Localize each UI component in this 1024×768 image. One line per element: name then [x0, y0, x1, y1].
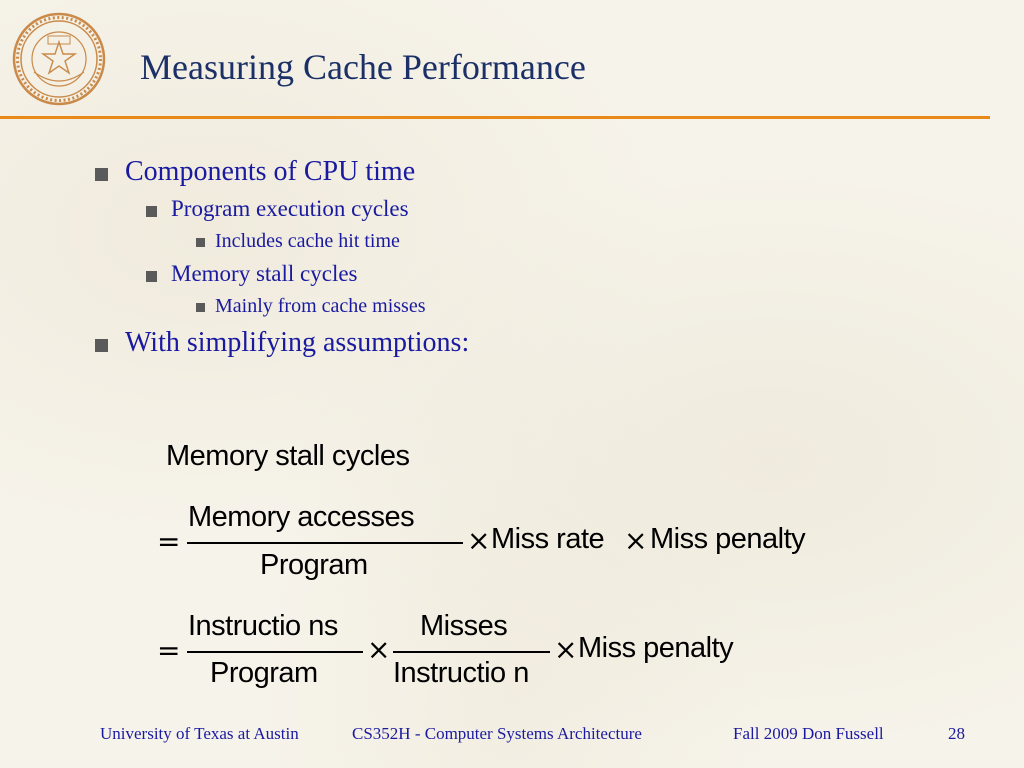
eq2-numerator-misses: Misses — [420, 610, 508, 642]
bullet-components-cpu-time: Components of CPU time — [125, 156, 416, 187]
eq2-fraction-bar-2 — [393, 651, 550, 653]
eq2-denominator-program: Program — [210, 657, 318, 689]
equation-lhs: Memory stall cycles — [166, 440, 410, 472]
bullet-square-icon — [196, 303, 205, 312]
eq1-denominator: Program — [260, 549, 368, 581]
university-seal-logo — [12, 12, 106, 106]
bullet-square-icon — [146, 206, 157, 217]
equals-sign: = — [157, 634, 181, 667]
times-sign: × — [624, 524, 648, 557]
footer-term-author: Fall 2009 Don Fussell — [733, 724, 884, 743]
bullet-mainly-from-cache-misses: Mainly from cache misses — [215, 295, 426, 317]
footer-page-number: 28 — [948, 724, 965, 743]
bullet-simplifying-assumptions: With simplifying assumptions: — [125, 327, 470, 358]
bullet-square-icon — [95, 168, 108, 181]
eq2-miss-penalty: Miss penalty — [578, 632, 734, 664]
bullet-includes-cache-hit-time: Includes cache hit time — [215, 230, 400, 252]
title-divider-rule — [0, 116, 990, 119]
footer-university: University of Texas at Austin — [100, 724, 299, 743]
times-sign: × — [367, 633, 391, 666]
bullet-square-icon — [146, 271, 157, 282]
eq1-miss-rate: Miss rate — [491, 523, 605, 555]
eq1-fraction-bar — [187, 542, 463, 544]
times-sign: × — [467, 524, 491, 557]
bullet-square-icon — [196, 238, 205, 247]
equals-sign: = — [157, 525, 181, 558]
eq2-denominator-instruction: Instructio n — [393, 657, 529, 689]
bullet-memory-stall-cycles: Memory stall cycles — [171, 261, 358, 286]
eq2-fraction-bar-1 — [187, 651, 363, 653]
bullet-program-execution-cycles: Program execution cycles — [171, 196, 409, 221]
slide-title: Measuring Cache Performance — [140, 47, 586, 87]
eq1-numerator: Memory accesses — [188, 501, 415, 533]
times-sign: × — [554, 633, 578, 666]
bullet-square-icon — [95, 339, 108, 352]
footer-course: CS352H - Computer Systems Architecture — [352, 724, 642, 743]
eq1-miss-penalty: Miss penalty — [650, 523, 806, 555]
eq2-numerator-instructions: Instructio ns — [188, 610, 338, 642]
